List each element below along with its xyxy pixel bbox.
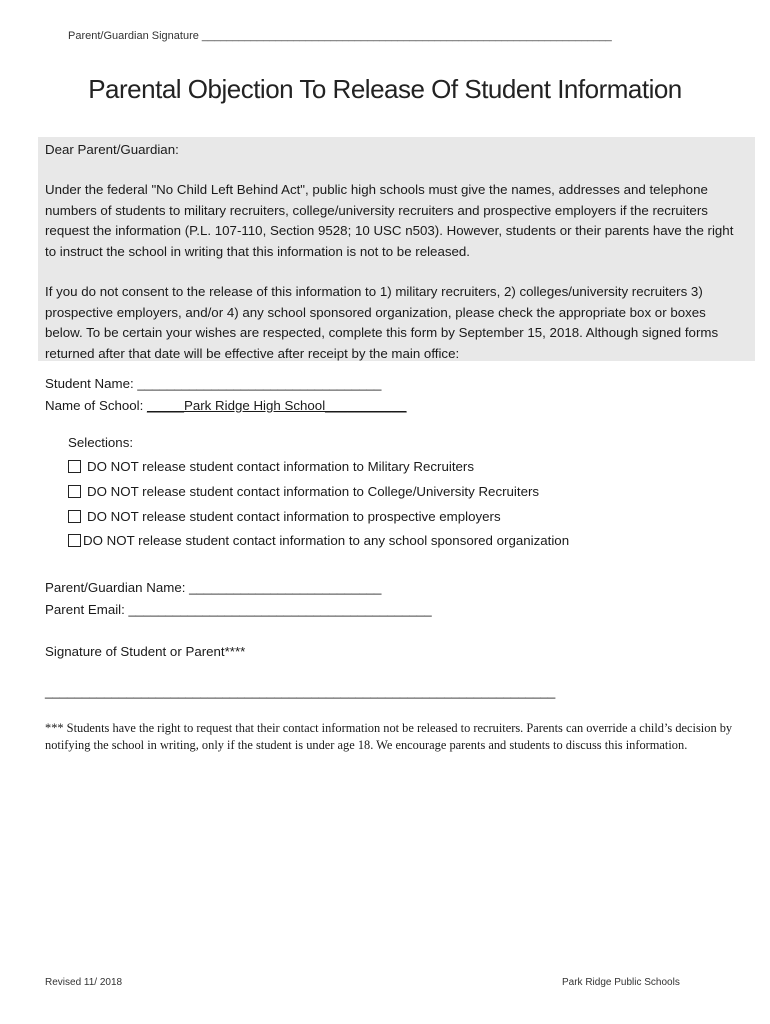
school-name-value: _____Park Ridge High School___________ — [147, 398, 407, 413]
parent-email-field[interactable]: Parent Email: _________________________________________ — [45, 602, 432, 617]
checkbox[interactable] — [68, 534, 81, 547]
signature-label: Signature of Student or Parent**** — [45, 644, 246, 659]
footer-revised: Revised 11/ 2018 — [45, 977, 123, 988]
school-name-label: Name of School: — [45, 398, 147, 413]
selections-label: Selections: — [68, 435, 134, 450]
student-name-field[interactable]: Student Name: _________________________________ — [45, 376, 382, 391]
option-label: DO NOT release student contact information to any school sponsored organization — [83, 533, 570, 548]
page-title: Parental Objection To Release Of Student Information — [88, 74, 682, 104]
option-employers[interactable] — [68, 509, 501, 524]
option-label: DO NOT release student contact information to prospective employers — [87, 509, 501, 524]
option-military[interactable] — [68, 459, 474, 474]
footer-district: Park Ridge Public Schools — [562, 977, 680, 988]
option-school-org[interactable] — [68, 533, 569, 548]
header-signature-line: Parent/Guardian Signature ___________________________________________________________________ — [68, 30, 612, 42]
letter-paragraph-1: Under the federal "No Child Left Behind Act", public high schools must give the names, addresses and telephone numbers of students to military recruiters, college/university recruiters and prospective employers if the recruiters request the information (P.L. 107-110, Section 9528; 10 USC n503). However, students or their parents have the right to instruct the school in writing that this information is not to be released. — [45, 182, 734, 259]
option-label: DO NOT release student contact information to Military Recruiters — [87, 459, 474, 474]
letter-paragraph-2: If you do not consent to the release of this information to 1) military recruiters, 2) colleges/university recruiters 3) prospective employers, and/or 4) any school sponsored organization, please check the appropriate box or boxes below. To be certain your wishes are respected, complete this form by September 15, 2018. Although signed forms returned after that date will be effective after receipt by the main office: — [45, 284, 719, 361]
option-label: DO NOT release student contact information to College/University Recruiters — [87, 484, 540, 499]
salutation: Dear Parent/Guardian: — [45, 142, 179, 157]
signature-line[interactable]: _____________________________________________________________________ — [45, 684, 556, 699]
footnote: *** Students have the right to request that their contact information not be released to recruiters. Parents can override a child’s decision by notifying the school in writing, only if the student is under age 18. We encourage parents and students to discuss this information. — [45, 721, 733, 752]
checkbox[interactable] — [68, 485, 81, 498]
school-name-field[interactable] — [45, 398, 407, 413]
option-college[interactable] — [68, 484, 539, 499]
guardian-name-field[interactable]: Parent/Guardian Name: __________________________ — [45, 580, 382, 595]
checkbox[interactable] — [68, 510, 81, 523]
checkbox[interactable] — [68, 460, 81, 473]
